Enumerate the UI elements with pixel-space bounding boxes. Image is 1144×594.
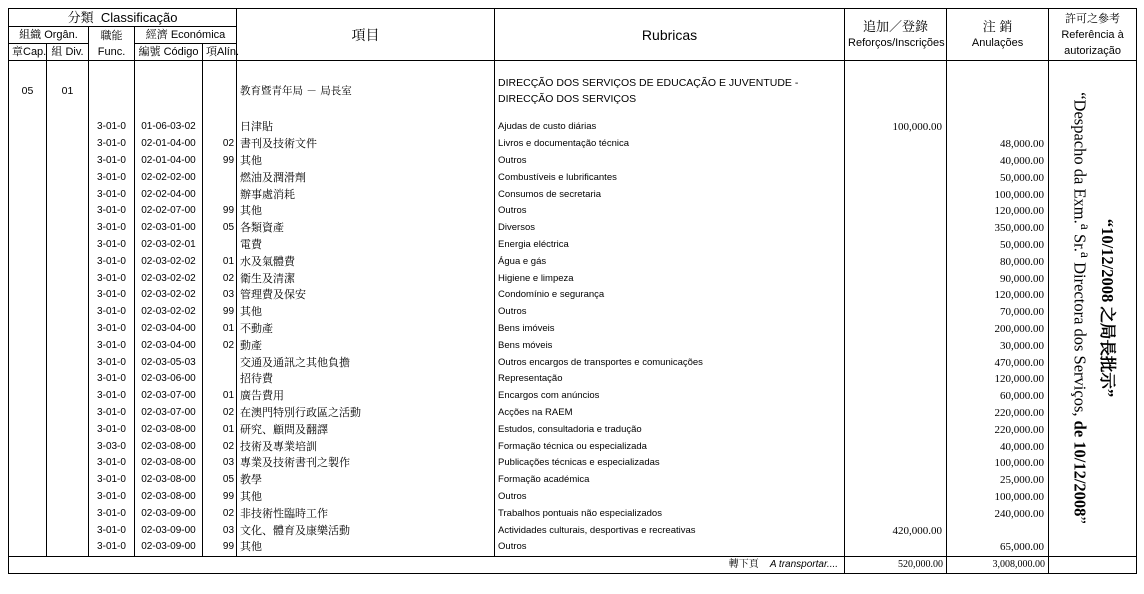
alinea-code: 01 <box>203 388 237 405</box>
table-row <box>9 220 1137 237</box>
chapter-header: 章Cap. <box>9 44 47 61</box>
table-row <box>9 253 1137 270</box>
anulacao-amount: 100,000.00 <box>947 186 1049 203</box>
table-row <box>9 136 1137 153</box>
table-row <box>9 169 1137 186</box>
table-row <box>9 321 1137 338</box>
cap-cell <box>9 153 47 170</box>
alinea-code: 01 <box>203 253 237 270</box>
anulacao-amount: 120,000.00 <box>947 371 1049 388</box>
economic-code: 02-03-09-00 <box>135 539 203 556</box>
rubrica-pt: Bens móveis <box>495 337 845 354</box>
economic-code: 02-03-08-00 <box>135 421 203 438</box>
rubrica-pt: Combustíveis e lubrificantes <box>495 169 845 186</box>
anulacao-amount: 50,000.00 <box>947 237 1049 254</box>
div-cell <box>47 354 89 371</box>
div-cell <box>47 321 89 338</box>
cap-cell <box>9 220 47 237</box>
reforco-amount <box>845 287 947 304</box>
totals-section <box>9 556 1137 573</box>
entity-name-pt: DIRECÇÃO DOS SERVIÇOS DE EDUCAÇÃO E JUVENTUDE - DIRECÇÃO DOS SERVIÇOS <box>495 61 845 120</box>
table-body <box>9 61 1137 557</box>
reforco-amount: 420,000.00 <box>845 522 947 539</box>
cap-cell <box>9 505 47 522</box>
cap-cell <box>9 253 47 270</box>
reforco-amount <box>845 136 947 153</box>
economic-code: 02-02-04-00 <box>135 186 203 203</box>
functional-code: 3-01-0 <box>89 287 135 304</box>
table-row <box>9 388 1137 405</box>
div-cell <box>47 136 89 153</box>
cap-cell <box>9 489 47 506</box>
table-row <box>9 405 1137 422</box>
reforco-amount <box>845 371 947 388</box>
rubrica-pt: Encargos com anúncios <box>495 388 845 405</box>
cap-cell <box>9 169 47 186</box>
rubrica-pt: Diversos <box>495 220 845 237</box>
alinea-code: 99 <box>203 153 237 170</box>
cap-cell <box>9 270 47 287</box>
cap-cell <box>9 186 47 203</box>
reforcos-header: 追加／登錄 Reforços/Inscrições <box>845 9 947 61</box>
economic-code: 02-03-01-00 <box>135 220 203 237</box>
cap-cell <box>9 119 47 136</box>
table-row <box>9 186 1137 203</box>
anulacao-amount: 100,000.00 <box>947 455 1049 472</box>
economic-code: 02-03-07-00 <box>135 388 203 405</box>
table-row <box>9 455 1137 472</box>
rubrica-pt: Representação <box>495 371 845 388</box>
rubrica-pt: Energia eléctrica <box>495 237 845 254</box>
anulacao-amount: 70,000.00 <box>947 304 1049 321</box>
item-zh: 文化、體育及康樂活動 <box>237 522 495 539</box>
div-cell <box>47 304 89 321</box>
alinea-code: 02 <box>203 405 237 422</box>
alinea-code: 02 <box>203 136 237 153</box>
alinea-code: 02 <box>203 505 237 522</box>
alinea-code: 02 <box>203 438 237 455</box>
economic-code: 02-03-09-00 <box>135 505 203 522</box>
item-zh: 其他 <box>237 489 495 506</box>
anulacao-amount: 40,000.00 <box>947 153 1049 170</box>
economic-code: 02-03-07-00 <box>135 405 203 422</box>
table-row <box>9 438 1137 455</box>
reforco-amount <box>845 472 947 489</box>
authorization-text: “10/12/2008 之局長批示” “Despacho da Exm.$^a$ Sr.$^a$ Directora dos Serviços, de 10/12/2008” <box>1069 92 1117 525</box>
rubrica-pt: Ajudas de custo diárias <box>495 119 845 136</box>
anulacao-amount: 220,000.00 <box>947 421 1049 438</box>
alinea-code <box>203 237 237 254</box>
div-cell <box>47 505 89 522</box>
anulacao-amount: 60,000.00 <box>947 388 1049 405</box>
cap-cell <box>9 136 47 153</box>
entity-div: 01 <box>47 61 89 120</box>
div-cell <box>47 220 89 237</box>
item-zh: 招待費 <box>237 371 495 388</box>
reforco-amount <box>845 203 947 220</box>
table-row <box>9 539 1137 556</box>
cap-cell <box>9 354 47 371</box>
rubrica-pt: Outros <box>495 489 845 506</box>
rubrica-pt: Livros e documentação técnica <box>495 136 845 153</box>
div-cell <box>47 438 89 455</box>
table-row <box>9 270 1137 287</box>
entity-row <box>9 61 1137 120</box>
div-cell <box>47 270 89 287</box>
functional-code: 3-01-0 <box>89 421 135 438</box>
alinea-code: 99 <box>203 203 237 220</box>
functional-code: 3-01-0 <box>89 371 135 388</box>
functional-code: 3-01-0 <box>89 186 135 203</box>
anulacao-amount: 120,000.00 <box>947 287 1049 304</box>
functional-code: 3-01-0 <box>89 253 135 270</box>
table-row <box>9 119 1137 136</box>
economic-code: 02-01-04-00 <box>135 153 203 170</box>
div-cell <box>47 421 89 438</box>
total-reforcos: 520,000.00 <box>845 556 947 573</box>
reforco-amount <box>845 337 947 354</box>
functional-code: 3-01-0 <box>89 321 135 338</box>
item-zh: 各類資產 <box>237 220 495 237</box>
functional-code: 3-01-0 <box>89 304 135 321</box>
economic-code: 02-01-04-00 <box>135 136 203 153</box>
reforco-amount <box>845 169 947 186</box>
economic-code: 02-03-08-00 <box>135 489 203 506</box>
div-cell <box>47 237 89 254</box>
div-cell <box>47 203 89 220</box>
alinea-code: 03 <box>203 522 237 539</box>
authorization-reference <box>1049 61 1137 557</box>
div-cell <box>47 337 89 354</box>
authorization-header: 許可之參考 Referência à autorização <box>1049 9 1137 61</box>
item-zh: 其他 <box>237 304 495 321</box>
anulacao-amount <box>947 119 1049 136</box>
organic-header: 組織 Orgân. <box>9 27 89 44</box>
cap-cell <box>9 438 47 455</box>
reforco-amount <box>845 186 947 203</box>
functional-code: 3-01-0 <box>89 136 135 153</box>
reforco-amount <box>845 438 947 455</box>
reforco-amount <box>845 321 947 338</box>
reforco-amount <box>845 505 947 522</box>
item-zh: 燃油及潤滑劑 <box>237 169 495 186</box>
anulacao-amount: 220,000.00 <box>947 405 1049 422</box>
reforco-amount <box>845 253 947 270</box>
functional-code: 3-03-0 <box>89 438 135 455</box>
rubrica-pt: Outros <box>495 153 845 170</box>
cap-cell <box>9 287 47 304</box>
div-cell <box>47 153 89 170</box>
economic-code: 01-06-03-02 <box>135 119 203 136</box>
economic-code: 02-03-04-00 <box>135 321 203 338</box>
anulacoes-header: 注 銷 Anulações <box>947 9 1049 61</box>
alinea-code: 99 <box>203 304 237 321</box>
anulacao-amount: 25,000.00 <box>947 472 1049 489</box>
rubrica-pt: Água e gás <box>495 253 845 270</box>
item-zh: 技術及專業培訓 <box>237 438 495 455</box>
anulacao-amount: 350,000.00 <box>947 220 1049 237</box>
rubrica-pt: Estudos, consultadoria e tradução <box>495 421 845 438</box>
table-header <box>9 9 1137 61</box>
div-cell <box>47 472 89 489</box>
div-cell <box>47 186 89 203</box>
cap-cell <box>9 405 47 422</box>
item-zh: 在澳門特別行政區之活動 <box>237 405 495 422</box>
table-row <box>9 371 1137 388</box>
functional-code: 3-01-0 <box>89 505 135 522</box>
anulacao-amount: 65,000.00 <box>947 539 1049 556</box>
economic-code: 02-03-02-02 <box>135 287 203 304</box>
economic-code: 02-03-02-02 <box>135 253 203 270</box>
cap-cell <box>9 421 47 438</box>
cap-cell <box>9 472 47 489</box>
rubrica-pt: Outros <box>495 203 845 220</box>
functional-code: 3-01-0 <box>89 522 135 539</box>
economic-code: 02-03-06-00 <box>135 371 203 388</box>
functional-code: 3-01-0 <box>89 539 135 556</box>
rubrica-pt: Acções na RAEM <box>495 405 845 422</box>
economic-code: 02-03-02-01 <box>135 237 203 254</box>
economic-code: 02-03-08-00 <box>135 472 203 489</box>
table-row <box>9 237 1137 254</box>
cap-cell <box>9 388 47 405</box>
budget-page <box>8 8 1136 588</box>
item-zh: 書刊及技術文件 <box>237 136 495 153</box>
functional-code: 3-01-0 <box>89 489 135 506</box>
anulacao-amount: 50,000.00 <box>947 169 1049 186</box>
alinea-code: 05 <box>203 220 237 237</box>
alinea-code: 03 <box>203 455 237 472</box>
alinea-code: 99 <box>203 489 237 506</box>
functional-code: 3-01-0 <box>89 270 135 287</box>
anulacao-amount: 30,000.00 <box>947 337 1049 354</box>
economic-code: 02-03-05-03 <box>135 354 203 371</box>
alinea-code: 05 <box>203 472 237 489</box>
reforco-amount <box>845 354 947 371</box>
rubrica-pt: Higiene e limpeza <box>495 270 845 287</box>
item-zh: 其他 <box>237 153 495 170</box>
reforco-amount <box>845 455 947 472</box>
item-zh: 專業及技術書刊之製作 <box>237 455 495 472</box>
functional-code: 3-01-0 <box>89 388 135 405</box>
cap-cell <box>9 237 47 254</box>
rubrica-pt: Formação académica <box>495 472 845 489</box>
table-row <box>9 489 1137 506</box>
cap-cell <box>9 203 47 220</box>
entity-name-zh: 教育暨青年局 － 局長室 <box>237 61 495 120</box>
cap-cell <box>9 371 47 388</box>
reforco-amount <box>845 388 947 405</box>
item-zh: 研究、顧問及翻譯 <box>237 421 495 438</box>
anulacao-amount: 90,000.00 <box>947 270 1049 287</box>
reforco-amount <box>845 421 947 438</box>
table-row <box>9 505 1137 522</box>
functional-header: 職能 Func. <box>89 27 135 61</box>
div-cell <box>47 371 89 388</box>
table-row <box>9 337 1137 354</box>
alinea-code <box>203 371 237 388</box>
table-row <box>9 354 1137 371</box>
item-zh: 非技術性臨時工作 <box>237 505 495 522</box>
item-zh: 水及氣體費 <box>237 253 495 270</box>
div-cell <box>47 489 89 506</box>
reforco-amount <box>845 405 947 422</box>
economic-code: 02-03-04-00 <box>135 337 203 354</box>
item-zh: 電費 <box>237 237 495 254</box>
rubricas-header: Rubricas <box>495 9 845 61</box>
cap-cell <box>9 304 47 321</box>
table-row <box>9 287 1137 304</box>
item-zh: 衛生及清潔 <box>237 270 495 287</box>
economic-code: 02-03-02-02 <box>135 304 203 321</box>
code-header: 編號 Código <box>135 44 203 61</box>
reforco-amount <box>845 539 947 556</box>
functional-code: 3-01-0 <box>89 153 135 170</box>
cap-cell <box>9 522 47 539</box>
classification-header: 分類 Classificação <box>9 9 237 27</box>
carry-forward-label: 轉下頁 A transportar.... <box>9 556 845 573</box>
div-cell <box>47 522 89 539</box>
alinea-code: 02 <box>203 337 237 354</box>
cap-cell <box>9 455 47 472</box>
anulacao-amount: 80,000.00 <box>947 253 1049 270</box>
reforco-amount <box>845 153 947 170</box>
anulacao-amount: 48,000.00 <box>947 136 1049 153</box>
cap-cell <box>9 321 47 338</box>
alinea-code <box>203 354 237 371</box>
rubrica-pt: Consumos de secretaria <box>495 186 845 203</box>
budget-table <box>8 8 1137 574</box>
functional-code: 3-01-0 <box>89 354 135 371</box>
cap-cell <box>9 337 47 354</box>
division-header: 組 Div. <box>47 44 89 61</box>
rubrica-pt: Outros <box>495 304 845 321</box>
rubrica-pt: Bens imóveis <box>495 321 845 338</box>
div-cell <box>47 388 89 405</box>
alinea-code <box>203 186 237 203</box>
table-row <box>9 203 1137 220</box>
alinea-code: 02 <box>203 270 237 287</box>
functional-code: 3-01-0 <box>89 337 135 354</box>
entity-cap: 05 <box>9 61 47 120</box>
economic-code: 02-03-09-00 <box>135 522 203 539</box>
rubrica-pt: Formação técnica ou especializada <box>495 438 845 455</box>
item-zh: 其他 <box>237 539 495 556</box>
anulacao-amount: 40,000.00 <box>947 438 1049 455</box>
reforco-amount <box>845 270 947 287</box>
functional-code: 3-01-0 <box>89 237 135 254</box>
div-cell <box>47 405 89 422</box>
div-cell <box>47 287 89 304</box>
item-zh: 動產 <box>237 337 495 354</box>
item-zh: 辦事處消耗 <box>237 186 495 203</box>
rubrica-pt: Outros encargos de transportes e comunicações <box>495 354 845 371</box>
anulacao-amount: 470,000.00 <box>947 354 1049 371</box>
reforco-amount <box>845 489 947 506</box>
table-row <box>9 304 1137 321</box>
alinea-code <box>203 119 237 136</box>
functional-code: 3-01-0 <box>89 203 135 220</box>
item-zh: 其他 <box>237 203 495 220</box>
div-cell <box>47 539 89 556</box>
table-row <box>9 421 1137 438</box>
totals-row <box>9 556 1137 573</box>
item-zh: 日津貼 <box>237 119 495 136</box>
reforco-amount <box>845 237 947 254</box>
functional-code: 3-01-0 <box>89 220 135 237</box>
table-row <box>9 522 1137 539</box>
item-zh: 教學 <box>237 472 495 489</box>
anulacao-amount: 240,000.00 <box>947 505 1049 522</box>
alinea-code <box>203 169 237 186</box>
cap-cell <box>9 539 47 556</box>
alinea-code: 01 <box>203 321 237 338</box>
alinea-code: 01 <box>203 421 237 438</box>
rubrica-pt: Actividades culturais, desportivas e recreativas <box>495 522 845 539</box>
anulacao-amount: 120,000.00 <box>947 203 1049 220</box>
economic-code: 02-02-07-00 <box>135 203 203 220</box>
anulacao-amount: 200,000.00 <box>947 321 1049 338</box>
rubrica-pt: Trabalhos pontuais não especializados <box>495 505 845 522</box>
div-cell <box>47 169 89 186</box>
div-cell <box>47 455 89 472</box>
item-zh: 管理費及保安 <box>237 287 495 304</box>
item-zh: 廣告費用 <box>237 388 495 405</box>
economic-code: 02-02-02-00 <box>135 169 203 186</box>
economic-code: 02-03-08-00 <box>135 438 203 455</box>
alinea-code: 03 <box>203 287 237 304</box>
economic-code: 02-03-08-00 <box>135 455 203 472</box>
functional-code: 3-01-0 <box>89 455 135 472</box>
functional-code: 3-01-0 <box>89 472 135 489</box>
functional-code: 3-01-0 <box>89 169 135 186</box>
reforco-amount: 100,000.00 <box>845 119 947 136</box>
anulacao-amount <box>947 522 1049 539</box>
economic-header: 經濟 Económica <box>135 27 237 44</box>
economic-code: 02-03-02-02 <box>135 270 203 287</box>
functional-code: 3-01-0 <box>89 405 135 422</box>
reforco-amount <box>845 220 947 237</box>
reforco-amount <box>845 304 947 321</box>
anulacao-amount: 100,000.00 <box>947 489 1049 506</box>
div-cell <box>47 119 89 136</box>
rubrica-pt: Outros <box>495 539 845 556</box>
div-cell <box>47 253 89 270</box>
item-zh: 交通及通訊之其他負擔 <box>237 354 495 371</box>
rubrica-pt: Publicações técnicas e especializadas <box>495 455 845 472</box>
rubrica-pt: Condomínio e segurança <box>495 287 845 304</box>
table-row <box>9 153 1137 170</box>
alinea-header: 項Alín. <box>203 44 237 61</box>
functional-code: 3-01-0 <box>89 119 135 136</box>
item-zh-header: 項目 <box>237 9 495 61</box>
total-anulacoes: 3,008,000.00 <box>947 556 1049 573</box>
table-row <box>9 472 1137 489</box>
item-zh: 不動產 <box>237 321 495 338</box>
alinea-code: 99 <box>203 539 237 556</box>
